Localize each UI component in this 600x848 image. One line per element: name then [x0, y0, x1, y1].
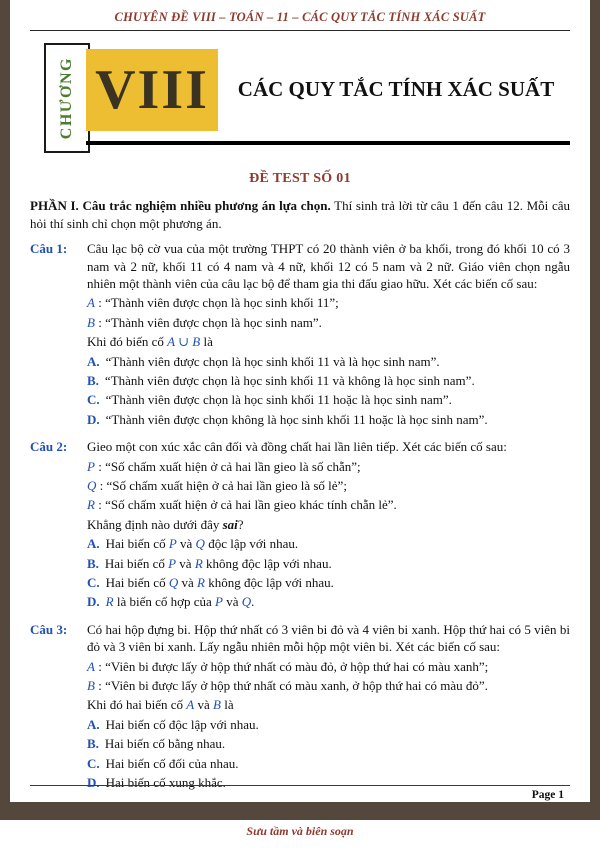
option-letter: A.: [87, 536, 100, 552]
question-prompt: Khi đó biến cố A ∪ B là: [87, 334, 213, 350]
option-letter: C.: [87, 392, 100, 408]
chapter-numeral: VIII: [95, 59, 209, 121]
option-letter: B.: [87, 736, 99, 752]
test-title: ĐỀ TEST SỐ 01: [249, 171, 351, 186]
page-content: [10, 0, 590, 801]
chapter-side-label: CHƯƠNG: [58, 56, 75, 140]
question-prompt: Khi đó hai biến cố A và B là: [87, 697, 234, 713]
option-text: Hai biến cố P và Q độc lập với nhau.: [105, 536, 299, 552]
option-text: “Thành viên được chọn là học sinh khối 11 hoặc là học sinh nam”.: [105, 392, 452, 408]
header-rule: [30, 30, 570, 31]
right-border-bar: [590, 0, 600, 820]
bottom-border-bar: [0, 802, 600, 820]
chapter-title: CÁC QUY TẮC TÍNH XÁC SUẤT: [237, 77, 555, 102]
answer-option: [87, 755, 570, 772]
answer-option: [87, 735, 570, 752]
option-text: Hai biến cố xung khắc.: [105, 775, 226, 791]
question-intro: Câu lạc bộ cờ vua của một trường THPT có 20 thành viên ở ba khối, trong đó khối 10 có 3 nam và 2 nữ, khối 11 có 4 nam và 4 nữ, khối 12 có 5 nam và 2 nữ. Giáo viên chọn ngẫu nhiên một thành viên của câu lạc bộ để tham gia thi đấu giao hữu. Xét các biến cố sau:: [87, 241, 570, 291]
option-letter: D.: [87, 411, 100, 427]
event-line: R : “Số chấm xuất hiện ở cả hai lần gieo khác tính chẵn lẻ”.: [87, 497, 397, 513]
option-text: Hai biến cố Q và R không độc lập với nhau.: [105, 575, 334, 590]
answer-option: [87, 555, 570, 572]
part-heading-bold: PHẦN I. Câu trắc nghiệm nhiều phương án lựa chọn.: [30, 198, 331, 213]
left-border-bar: [0, 0, 10, 820]
option-letter: D.: [87, 775, 100, 791]
option-letter: A.: [87, 353, 100, 369]
question-body: [87, 438, 570, 611]
question-body: [87, 621, 570, 792]
footer-rule: [30, 785, 570, 786]
option-letter: C.: [87, 575, 100, 590]
answer-option: [87, 716, 570, 733]
answer-option: [87, 411, 570, 428]
option-letter: D.: [87, 594, 100, 610]
answer-option: [87, 774, 570, 791]
question-prompt: Khẳng định nào dưới đây sai?: [87, 516, 244, 532]
answer-option: [87, 372, 570, 389]
chapter-numeral-box: [86, 49, 218, 131]
option-text: Hai biến cố P và R không độc lập với nhau.: [104, 555, 332, 571]
question-label: Câu 2:: [30, 439, 68, 455]
question-body: [87, 240, 570, 428]
page-number: Page 1: [531, 789, 564, 801]
option-letter: B.: [87, 555, 99, 571]
event-line: P : “Số chấm xuất hiện ở cả hai lần gieo là số chẵn”;: [87, 458, 361, 474]
part-heading: [30, 197, 570, 232]
question-block-3: [30, 621, 570, 792]
question-label: Câu 1:: [30, 241, 68, 257]
chapter-side-box: [44, 43, 90, 153]
option-text: R là biến cố hợp của P và Q.: [105, 594, 255, 610]
answer-option: [87, 574, 570, 591]
chapter-banner: [30, 37, 570, 157]
option-text: Hai biến cố đối của nhau.: [105, 755, 239, 771]
chapter-underline: [86, 141, 570, 145]
question-block-2: [30, 438, 570, 611]
option-text: “Thành viên được chọn là học sinh khối 11 và không là học sinh nam”.: [104, 372, 475, 388]
answer-option: [87, 391, 570, 408]
part-heading-normal: Thí sinh trả lời từ câu 1 đến câu 12. Mỗi câu hỏi thí sinh chỉ chọn một phương án.: [30, 198, 570, 231]
option-text: Hai biến cố bằng nhau.: [104, 736, 226, 752]
event-line: A : “Thành viên được chọn là học sinh khối 11”;: [87, 295, 339, 311]
answer-option: [87, 593, 570, 610]
option-text: Hai biến cố độc lập với nhau.: [105, 716, 259, 732]
option-letter: A.: [87, 716, 100, 732]
option-text: “Thành viên được chọn không là học sinh khối 11 hoặc là học sinh nam”.: [105, 411, 488, 427]
question-block-1: [30, 240, 570, 428]
option-text: “Thành viên được chọn là học sinh khối 11 và là học sinh nam”.: [105, 353, 440, 369]
event-line: B : “Viên bi được lấy ở hộp thứ nhất có màu xanh, ở hộp thứ hai có màu đỏ”.: [87, 678, 488, 694]
event-line: B : “Thành viên được chọn là học sinh nam”.: [87, 314, 322, 330]
answer-option: [87, 353, 570, 370]
event-line: A : “Viên bi được lấy ở hộp thứ nhất có màu đỏ, ở hộp thứ hai có màu xanh”;: [87, 658, 489, 674]
question-intro: Có hai hộp đựng bi. Hộp thứ nhất có 3 viên bi đỏ và 4 viên bi xanh. Hộp thứ hai có 5 viên bi đỏ và 3 viên bi xanh. Lấy ngẫu nhiên mỗi hộp một viên bi. Xét các biến cố sau:: [87, 621, 570, 655]
question-label: Câu 3:: [30, 621, 68, 637]
document-header-title: CHUYÊN ĐỀ VIII – TOÁN – 11 – CÁC QUY TẮC TÍNH XÁC SUẤT: [114, 10, 486, 24]
question-intro: Gieo một con xúc xắc cân đối và đồng chất hai lần liên tiếp. Xét các biến cố sau:: [87, 439, 507, 455]
credit-line: Sưu tầm và biên soạn: [246, 824, 354, 838]
option-letter: B.: [87, 372, 99, 388]
event-line: Q : “Số chấm xuất hiện ở cả hai lần gieo là số lẻ”;: [87, 477, 347, 493]
answer-option: [87, 535, 570, 552]
option-letter: C.: [87, 755, 100, 771]
